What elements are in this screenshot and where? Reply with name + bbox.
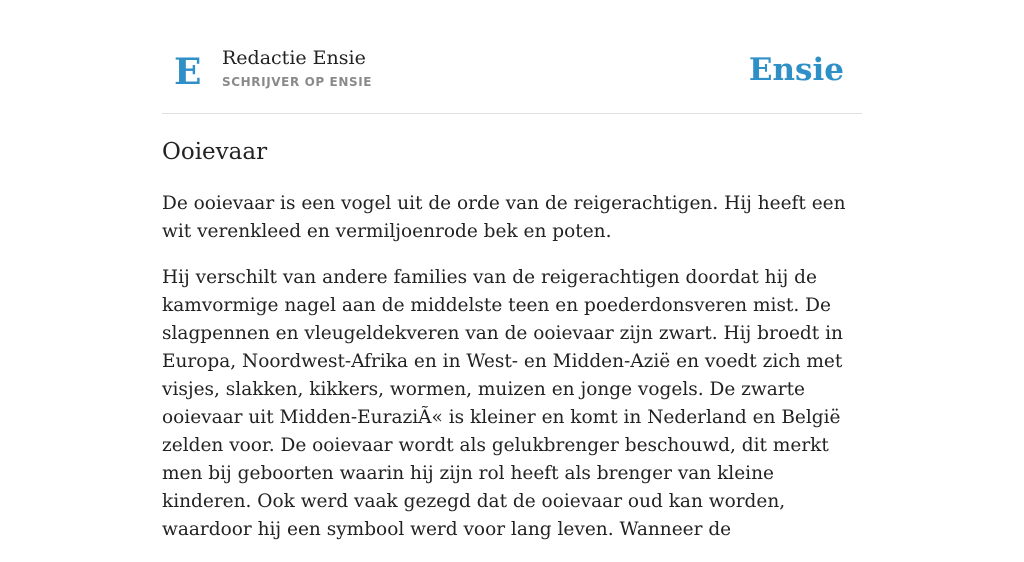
article-title: Ooievaar — [162, 139, 268, 165]
brand-logo[interactable]: Ensie — [748, 52, 844, 88]
article-paragraph-2: Hij verschilt van andere families van de reigerachtigen doordat hij de kamvormige nagel aan de middelste teen en poederdonsveren mist. De slagpennen en vleugeldekveren van de ooievaar zijn zwart. Hij broedt in Europa, Noordwest-Afrika en in West- en Midden-Azië en voedt zich met visjes, slakken, kikkers, wormen, muizen en jonge vogels. De zwarte ooievaar uit Midden-EuraziÃ« is kleiner en komt in Nederland en België zelden voor. De ooievaar wordt als gelukbrenger beschouwd, dit merkt men bij geboorten waarin hij zijn rol heeft als brenger van kleine kinderen. Ook werd vaak gezegd dat de ooievaar oud kan worden, waardoor hij een symbool werd voor lang leven. Wanneer de — [162, 267, 843, 540]
author-name[interactable]: Redactie Ensie — [222, 47, 366, 69]
author-header — [162, 40, 862, 114]
author-avatar-logo[interactable]: E — [174, 51, 202, 93]
author-role: SCHRIJVER OP ENSIE — [222, 75, 373, 89]
article-paragraph-1: De ooievaar is een vogel uit de orde van de reigerachtigen. Hij heeft een wit verenkleed en vermiljoenrode bek en poten. — [162, 193, 846, 242]
article-body — [162, 134, 868, 562]
